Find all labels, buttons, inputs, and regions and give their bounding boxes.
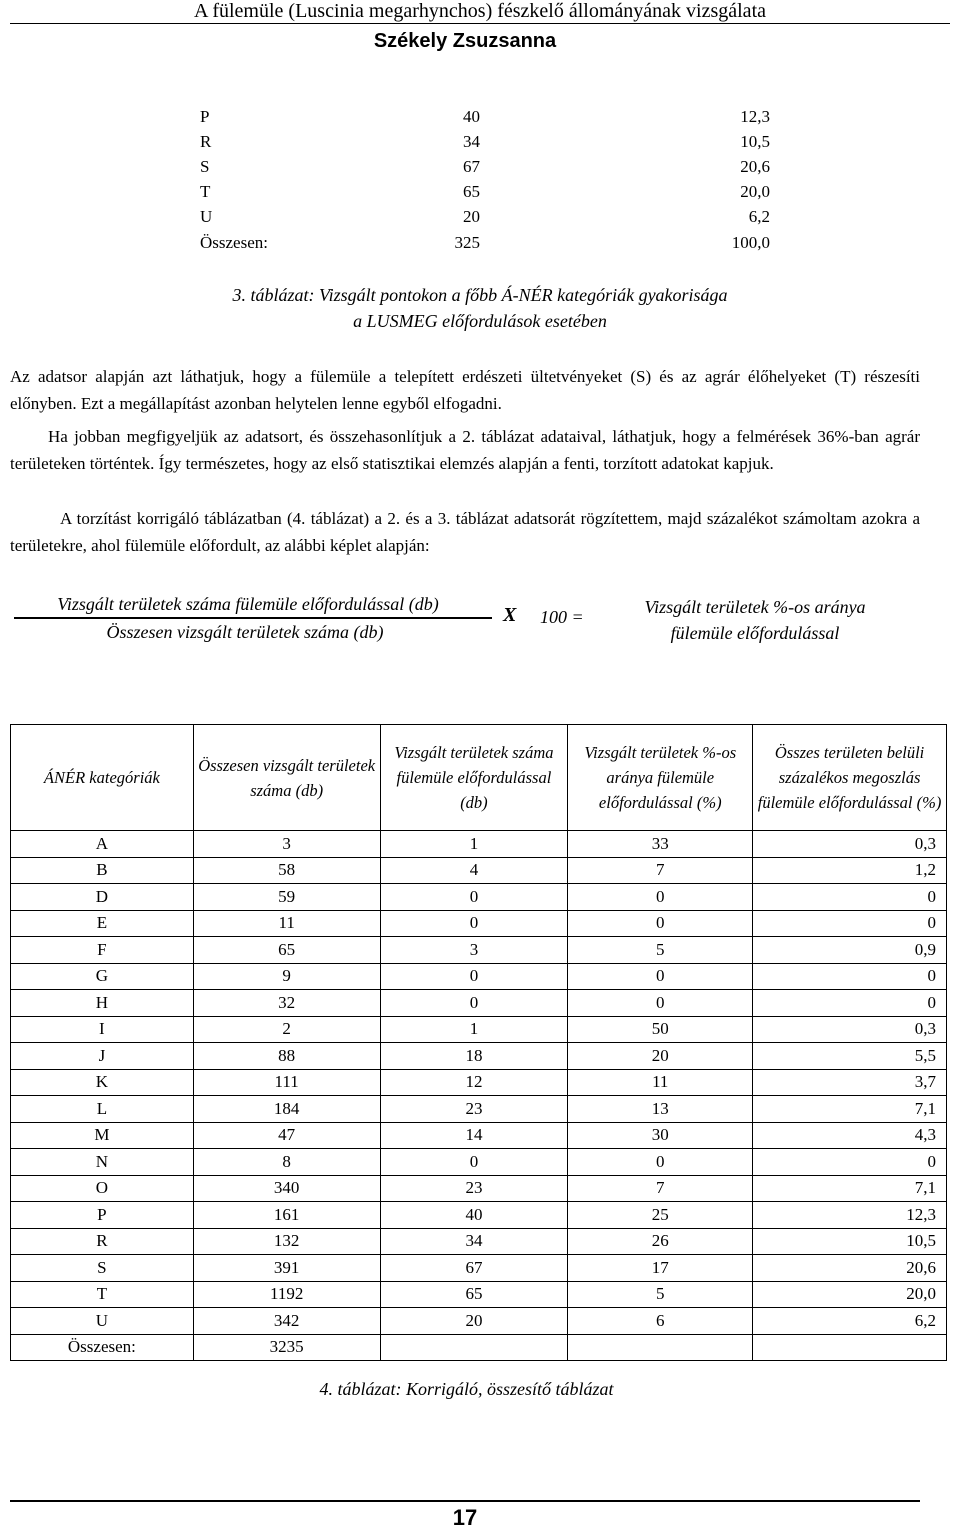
footer-rule bbox=[10, 1500, 920, 1502]
table-4-cell-category: T bbox=[11, 1281, 194, 1308]
table-4-cell-sites-with-nightingale: 3 bbox=[380, 937, 568, 964]
table-row bbox=[11, 1334, 947, 1361]
table-4-cell-sites-with-nightingale: 0 bbox=[380, 1149, 568, 1176]
formula-numerator: Vizsgált területek száma fülemüle előfordulással (db) bbox=[57, 594, 439, 614]
table-4-cell-category: K bbox=[11, 1069, 194, 1096]
table-4-cell-total-sites: 8 bbox=[193, 1149, 380, 1176]
table-row bbox=[11, 1043, 947, 1070]
table-4-cell-total-sites: 3235 bbox=[193, 1334, 380, 1361]
table-4-cell-site-percentage: 7 bbox=[568, 1175, 753, 1202]
table-row bbox=[11, 1069, 947, 1096]
table-4-cell-total-sites: 111 bbox=[193, 1069, 380, 1096]
table-3-cell-cat: R bbox=[200, 131, 212, 151]
formula-denominator: Összesen vizsgált területek száma (db) bbox=[106, 622, 384, 642]
table-4-cell-overall-distribution: 20,6 bbox=[753, 1255, 947, 1282]
formula-multiply-sign: X bbox=[503, 604, 517, 626]
table-4-cell-sites-with-nightingale: 0 bbox=[380, 910, 568, 937]
table-4-cell-sites-with-nightingale: 23 bbox=[380, 1096, 568, 1123]
table-4-cell-total-sites: 391 bbox=[193, 1255, 380, 1282]
table-4-cell-site-percentage: 5 bbox=[568, 937, 753, 964]
table-row bbox=[200, 104, 770, 129]
table-4-cell-category: P bbox=[11, 1202, 194, 1229]
table-4-cell-overall-distribution: 0 bbox=[753, 884, 947, 911]
table-row bbox=[11, 963, 947, 990]
table-row bbox=[11, 1281, 947, 1308]
table-3-caption bbox=[0, 282, 960, 334]
table-4-cell-sites-with-nightingale: 12 bbox=[380, 1069, 568, 1096]
table-3-cell-count: 40 bbox=[463, 106, 480, 126]
table-4-cell-sites-with-nightingale bbox=[380, 1334, 568, 1361]
table-3-caption-line-1: 3. táblázat: Vizsgált pontokon a főbb Á-NÉR kategóriák gyakorisága bbox=[232, 285, 728, 305]
table-4-cell-site-percentage: 33 bbox=[568, 831, 753, 858]
table-4-cell-total-sites: 161 bbox=[193, 1202, 380, 1229]
table-4-cell-category: B bbox=[11, 857, 194, 884]
table-3-cell-pct: 20,6 bbox=[740, 156, 770, 176]
table-4-cell-category: L bbox=[11, 1096, 194, 1123]
table-4-cell-total-sites: 88 bbox=[193, 1043, 380, 1070]
table-4-cell-overall-distribution: 12,3 bbox=[753, 1202, 947, 1229]
table-4-cell-sites-with-nightingale: 1 bbox=[380, 1016, 568, 1043]
table-row bbox=[200, 180, 770, 205]
table-4-cell-category: U bbox=[11, 1308, 194, 1335]
table-4-cell-site-percentage: 0 bbox=[568, 990, 753, 1017]
table-row bbox=[11, 1096, 947, 1123]
table-4-cell-site-percentage: 5 bbox=[568, 1281, 753, 1308]
table-row bbox=[11, 1228, 947, 1255]
table-4-cell-overall-distribution: 0 bbox=[753, 1149, 947, 1176]
table-4-cell-sites-with-nightingale: 18 bbox=[380, 1043, 568, 1070]
table-4-caption: 4. táblázat: Korrigáló, összesítő táblázat bbox=[319, 1379, 614, 1399]
table-4-cell-site-percentage: 0 bbox=[568, 1149, 753, 1176]
table-4-cell-site-percentage: 6 bbox=[568, 1308, 753, 1335]
table-row bbox=[11, 1202, 947, 1229]
table-4-cell-site-percentage: 0 bbox=[568, 884, 753, 911]
header-overall-distribution: Összes területen belüli százalékos megoszlás fülemüle előfordulással (%) bbox=[753, 725, 947, 831]
table-4-cell-sites-with-nightingale: 0 bbox=[380, 990, 568, 1017]
table-3-cell-pct: 10,5 bbox=[740, 131, 770, 151]
table-4-cell-overall-distribution: 0 bbox=[753, 990, 947, 1017]
table-4-cell-sites-with-nightingale: 34 bbox=[380, 1228, 568, 1255]
fraction-bar bbox=[14, 617, 492, 619]
table-4-cell-category: D bbox=[11, 884, 194, 911]
table-4-cell-category: R bbox=[11, 1228, 194, 1255]
header-rule bbox=[10, 23, 950, 24]
table-4-cell-site-percentage: 0 bbox=[568, 910, 753, 937]
table-row bbox=[11, 1308, 947, 1335]
table-4-cell-total-sites: 32 bbox=[193, 990, 380, 1017]
table-row bbox=[11, 884, 947, 911]
table-4-cell-sites-with-nightingale: 0 bbox=[380, 963, 568, 990]
table-4-cell-total-sites: 11 bbox=[193, 910, 380, 937]
table-4-cell-overall-distribution: 7,1 bbox=[753, 1175, 947, 1202]
paragraph-1: Az adatsor alapján azt láthatjuk, hogy a fülemüle a telepített erdészeti ültetvényeket (S) és az agrár élőhelyeket (T) részesíti előnyben. Ezt a megállapítást azonban helytelen lenne egyből elfogadni. bbox=[10, 367, 920, 413]
table-4-cell-overall-distribution: 7,1 bbox=[753, 1096, 947, 1123]
table-4-cell-sites-with-nightingale: 23 bbox=[380, 1175, 568, 1202]
table-4-cell-overall-distribution bbox=[753, 1334, 947, 1361]
table-4-cell-overall-distribution: 1,2 bbox=[753, 857, 947, 884]
formula-factor: 100 = bbox=[540, 607, 584, 627]
table-3-cell-pct: 6,2 bbox=[748, 207, 770, 227]
paragraph-2: Ha jobban megfigyeljük az adatsort, és összehasonlítjuk a 2. táblázat adataival, láthatjuk, hogy a felmérések 36%-ban agrár területeken történtek. Így természetes, hogy az első statisztikai elemzés alapján a fenti, torzított adatokat kapjuk. bbox=[10, 427, 920, 473]
table-4-cell-category: H bbox=[11, 990, 194, 1017]
table-3-continued bbox=[200, 104, 770, 255]
table-4-header-row bbox=[11, 725, 947, 831]
table-row bbox=[11, 1175, 947, 1202]
table-4-cell-overall-distribution: 0,3 bbox=[753, 1016, 947, 1043]
table-4-cell-overall-distribution: 6,2 bbox=[753, 1308, 947, 1335]
table-row bbox=[200, 154, 770, 179]
table-row bbox=[11, 937, 947, 964]
table-3-cell-pct: 12,3 bbox=[740, 106, 770, 126]
table-row bbox=[200, 205, 770, 230]
table-4-cell-category: S bbox=[11, 1255, 194, 1282]
table-4 bbox=[10, 724, 947, 1361]
table-4-cell-total-sites: 2 bbox=[193, 1016, 380, 1043]
table-4-cell-category: N bbox=[11, 1149, 194, 1176]
table-4-cell-category: A bbox=[11, 831, 194, 858]
table-4-cell-category: G bbox=[11, 963, 194, 990]
table-4-cell-overall-distribution: 0 bbox=[753, 910, 947, 937]
table-4-cell-site-percentage: 20 bbox=[568, 1043, 753, 1070]
running-header-title: A fülemüle (Luscinia megarhynchos) fészkelő állományának vizsgálata bbox=[193, 0, 766, 22]
table-4-cell-sites-with-nightingale: 1 bbox=[380, 831, 568, 858]
page-number: 17 bbox=[452, 1505, 478, 1530]
table-4-cell-sites-with-nightingale: 14 bbox=[380, 1122, 568, 1149]
table-4-cell-category: Összesen: bbox=[11, 1334, 194, 1361]
table-row bbox=[200, 129, 770, 154]
table-4-cell-category: J bbox=[11, 1043, 194, 1070]
table-4-cell-sites-with-nightingale: 20 bbox=[380, 1308, 568, 1335]
table-3-cell-count: 20 bbox=[463, 207, 480, 227]
table-4-cell-overall-distribution: 0,9 bbox=[753, 937, 947, 964]
table-3-cell-cat: Összesen: bbox=[200, 232, 268, 252]
table-4-cell-site-percentage: 30 bbox=[568, 1122, 753, 1149]
table-4-cell-total-sites: 58 bbox=[193, 857, 380, 884]
table-3-cell-cat: P bbox=[200, 106, 210, 126]
table-row bbox=[11, 990, 947, 1017]
table-4-cell-site-percentage: 17 bbox=[568, 1255, 753, 1282]
table-row bbox=[11, 910, 947, 937]
table-3-cell-cat: T bbox=[200, 182, 211, 202]
table-4-cell-site-percentage: 25 bbox=[568, 1202, 753, 1229]
table-3-cell-cat: S bbox=[200, 156, 210, 176]
table-4-cell-overall-distribution: 5,5 bbox=[753, 1043, 947, 1070]
formula-result-line-2: fülemüle előfordulással bbox=[670, 623, 840, 643]
table-3-cell-count: 325 bbox=[454, 232, 480, 252]
table-4-cell-site-percentage: 7 bbox=[568, 857, 753, 884]
table-4-cell-total-sites: 132 bbox=[193, 1228, 380, 1255]
table-4-cell-site-percentage: 0 bbox=[568, 963, 753, 990]
header-aner-category: ÁNÉR kategóriák bbox=[11, 725, 194, 831]
table-4-cell-sites-with-nightingale: 65 bbox=[380, 1281, 568, 1308]
table-3-cell-count: 65 bbox=[463, 182, 480, 202]
table-row bbox=[11, 1255, 947, 1282]
table-row bbox=[11, 1149, 947, 1176]
table-4-cell-total-sites: 1192 bbox=[193, 1281, 380, 1308]
table-4-cell-total-sites: 65 bbox=[193, 937, 380, 964]
table-4-cell-sites-with-nightingale: 67 bbox=[380, 1255, 568, 1282]
running-header-author: Székely Zsuzsanna bbox=[373, 30, 557, 52]
table-4-cell-overall-distribution: 0 bbox=[753, 963, 947, 990]
table-4-cell-category: M bbox=[11, 1122, 194, 1149]
table-row bbox=[11, 1016, 947, 1043]
table-3-cell-pct: 100,0 bbox=[731, 232, 770, 252]
table-row bbox=[11, 1122, 947, 1149]
header-total-sites: Összesen vizsgált területek száma (db) bbox=[193, 725, 380, 831]
table-4-cell-sites-with-nightingale: 40 bbox=[380, 1202, 568, 1229]
table-3-cell-pct: 20,0 bbox=[740, 182, 770, 202]
table-4-cell-site-percentage: 13 bbox=[568, 1096, 753, 1123]
paragraph-3: A torzítást korrigáló táblázatban (4. táblázat) a 2. és a 3. táblázat adatsorát rögzítettem, majd százalékot számoltam azokra a területekre, ahol fülemüle előfordult, az alábbi képlet alapján: bbox=[10, 509, 920, 555]
formula-result bbox=[620, 594, 890, 646]
table-3-cell-count: 67 bbox=[463, 156, 480, 176]
table-4-cell-site-percentage bbox=[568, 1334, 753, 1361]
table-4-cell-total-sites: 59 bbox=[193, 884, 380, 911]
table-4-cell-overall-distribution: 20,0 bbox=[753, 1281, 947, 1308]
table-4-cell-total-sites: 342 bbox=[193, 1308, 380, 1335]
table-4-cell-total-sites: 340 bbox=[193, 1175, 380, 1202]
table-row bbox=[11, 831, 947, 858]
table-4-cell-sites-with-nightingale: 0 bbox=[380, 884, 568, 911]
table-4-cell-site-percentage: 26 bbox=[568, 1228, 753, 1255]
table-4-cell-overall-distribution: 10,5 bbox=[753, 1228, 947, 1255]
table-3-caption-line-2: a LUSMEG előfordulások esetében bbox=[353, 311, 607, 331]
table-4-cell-category: E bbox=[11, 910, 194, 937]
table-3-cell-count: 34 bbox=[463, 131, 480, 151]
table-4-cell-total-sites: 47 bbox=[193, 1122, 380, 1149]
table-4-cell-total-sites: 3 bbox=[193, 831, 380, 858]
table-4-cell-sites-with-nightingale: 4 bbox=[380, 857, 568, 884]
table-4-cell-category: F bbox=[11, 937, 194, 964]
table-4-cell-total-sites: 184 bbox=[193, 1096, 380, 1123]
table-3-cell-cat: U bbox=[200, 207, 213, 227]
table-row bbox=[200, 230, 770, 255]
table-4-cell-site-percentage: 11 bbox=[568, 1069, 753, 1096]
table-row bbox=[11, 857, 947, 884]
header-site-percentage: Vizsgált területek %-os aránya fülemüle előfordulással (%) bbox=[568, 725, 753, 831]
table-4-cell-category: O bbox=[11, 1175, 194, 1202]
table-4-cell-site-percentage: 50 bbox=[568, 1016, 753, 1043]
table-4-cell-overall-distribution: 3,7 bbox=[753, 1069, 947, 1096]
table-4-cell-overall-distribution: 4,3 bbox=[753, 1122, 947, 1149]
formula-result-line-1: Vizsgált területek %-os aránya bbox=[644, 597, 866, 617]
header-sites-with-nightingale: Vizsgált területek száma fülemüle előfordulással (db) bbox=[380, 725, 568, 831]
table-4-cell-category: I bbox=[11, 1016, 194, 1043]
table-4-cell-overall-distribution: 0,3 bbox=[753, 831, 947, 858]
table-4-cell-total-sites: 9 bbox=[193, 963, 380, 990]
